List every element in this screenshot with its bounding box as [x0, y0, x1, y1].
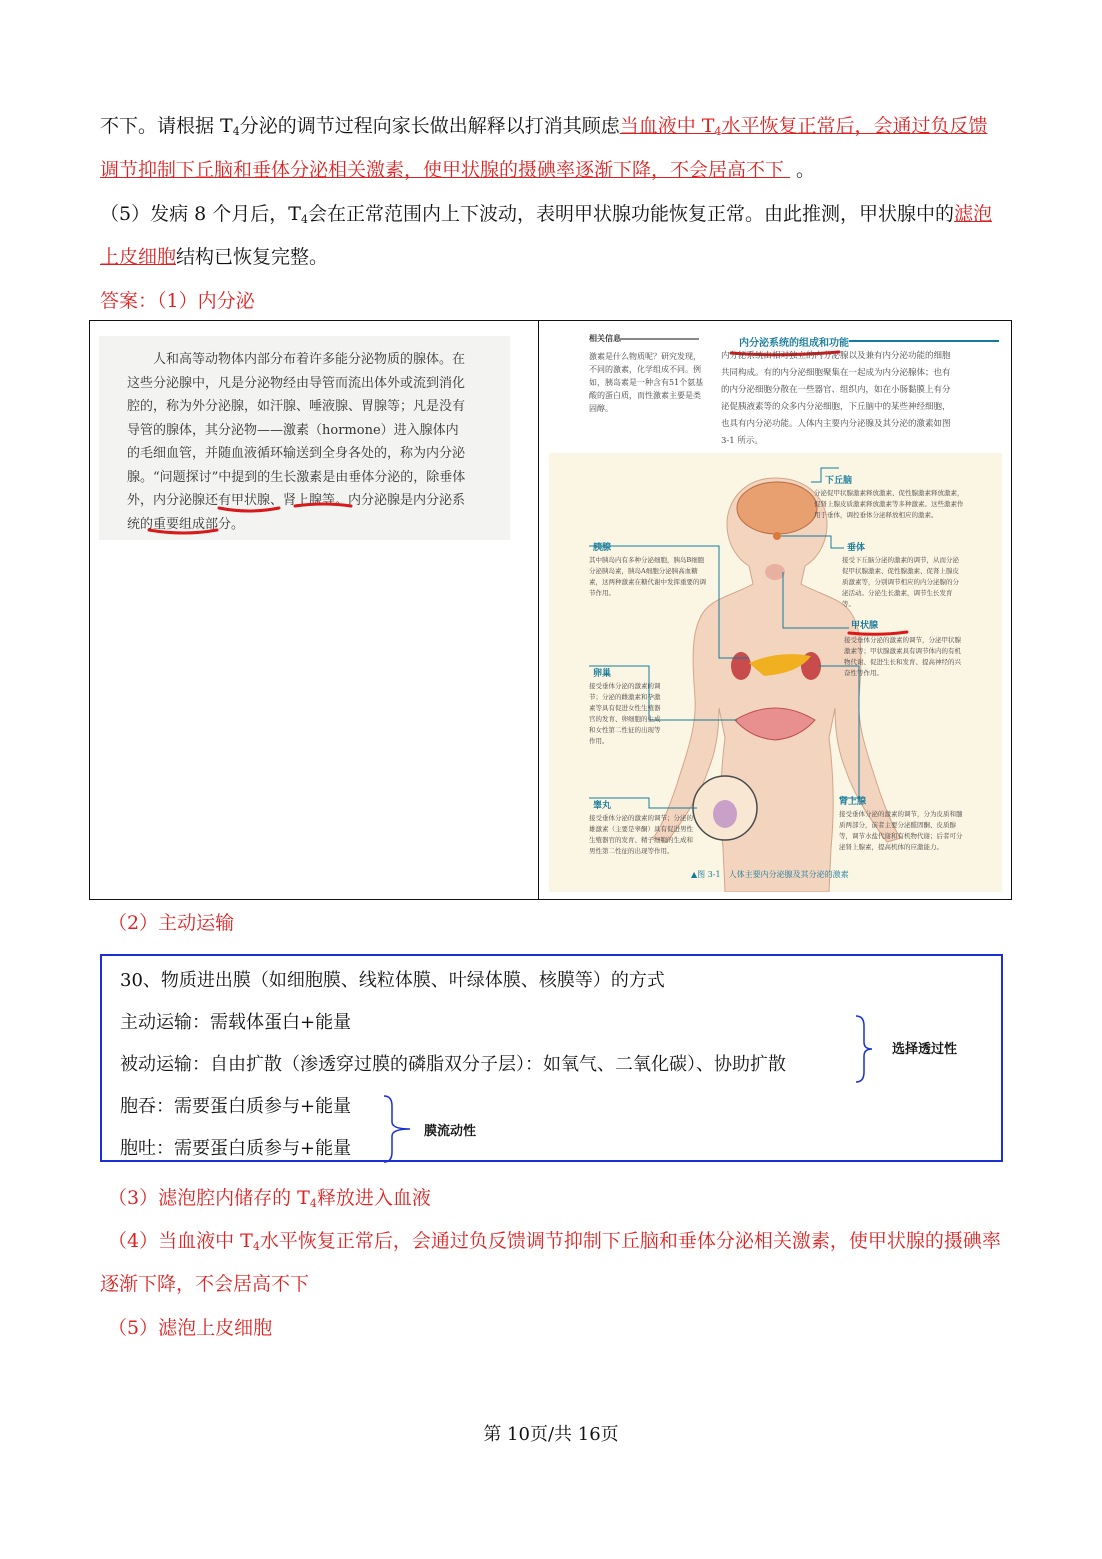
label-pituitary: 垂体 — [847, 543, 866, 553]
label-testis: 睾丸 — [593, 801, 612, 811]
excerpt-table — [89, 320, 1012, 900]
thyroid-shape — [765, 564, 785, 580]
table-divider — [538, 321, 539, 899]
tag-selective-permeability: 选择透过性 — [892, 1042, 958, 1057]
textbook-figure — [549, 328, 1002, 892]
para-line-4: 上皮细胞结构已恢复完整。 — [100, 246, 329, 268]
para-line-1: 不下。请根据 $T_4$分泌的调节过程向家长做出解释以打消其顾虑当血液中 $T_4$水平恢复正常后，会通过负反馈 — [100, 115, 988, 138]
excerpt-paragraph: 人和高等动物体内部分布着许多能分泌物质的腺体。在这些分泌腺中，凡是分泌物经由导管而流出体外或流到消化腔的，称为外分泌腺，如汗腺、唾液腺、胃腺等；凡是没有导管的腺体，其分泌物——激素（hormone）进入腺体内的毛细血管，并随血液循环输送到全身各处的，称为内分泌腺。“问题探讨”中提到的生长激素是由垂体分泌的，除垂体外，内分泌腺还有甲状腺、肾上腺等。内分泌腺是内分泌系统的重要组成部分。 — [127, 352, 466, 532]
label-thyroid: 甲状腺 — [851, 621, 879, 631]
body-illustration — [549, 328, 1002, 892]
kidney-left — [731, 652, 751, 680]
brain — [737, 482, 817, 534]
text-hypothalamus: 分泌促甲状腺激素释放激素、促性腺激素释放激素，促肾上腺皮质激素释放激素等多种激素。这些激素作用于垂体，调控垂体分泌释放相应的激素。 — [814, 489, 964, 519]
box-exocytosis: 胞吐：需要蛋白质参与+能量 — [120, 1138, 352, 1159]
brace-fluidity — [382, 1094, 412, 1164]
answer-underline: 当血液中 $T_4$水平恢复正常后，会通过负反馈 — [619, 115, 988, 138]
section-text: 内分泌系统由相对独立的内分泌腺以及兼有内分泌功能的细胞共同构成。有的内分泌细胞聚集在一起成为内分泌腺体；也有的内分泌细胞分散在一些器官、组织内，如在小肠黏膜上有分泌促胰液素等的众多内分泌细胞，下丘脑中的某些神经细胞，也具有内分泌功能。人体内主要内分泌腺及其分泌的激素如图 3-1 所示。 — [721, 351, 951, 446]
text-adrenal: 接受垂体分泌的激素的调节，分为皮质和髓质两部分，前者主要分泌醛固酮、皮质醇等，调节水盐代谢和有机物代谢；后者可分泌肾上腺素，提高机体的应激能力。 — [839, 810, 963, 851]
box-endocytosis: 胞吞：需要蛋白质参与+能量 — [120, 1096, 352, 1117]
answer-3: （3）滤泡腔内储存的 $T_4$释放进入血液 — [108, 1187, 431, 1210]
sidebar-text: 激素是什么物质呢？研究发现，不同的激素，化学组成不同。例如，胰岛素是一种含有51个氨基酸的蛋白质，而性激素主要是类固醇。 — [589, 352, 704, 413]
red-marks-left — [99, 336, 510, 540]
answer-2: （2）主动运输 — [108, 912, 235, 934]
label-adrenal: 肾上腺 — [839, 797, 867, 807]
knowledge-box-30 — [100, 954, 1003, 1162]
label-pancreas: 胰腺 — [593, 543, 612, 553]
section-title: 内分泌系统的组成和功能 — [739, 338, 849, 349]
para-line-2: 调节抑制下丘脑和垂体分泌相关激素，使甲状腺的摄碘率逐渐下降，不会居高不下 。 — [100, 159, 816, 181]
text-ovary: 接受垂体分泌的激素的调节；分泌的雌激素和孕激素等具有促进女性生殖器官的发育、卵细胞的生成和女性第二性征的出现等作用。 — [589, 682, 661, 745]
sidebar-title: 相关信息 — [589, 333, 621, 343]
textbook-excerpt-left — [99, 336, 510, 540]
page-footer: 第 10页/共 16页 — [483, 1424, 619, 1445]
box-passive-transport: 被动运输：自由扩散（渗透穿过膜的磷脂双分子层）：如氧气、二氧化碳）、协助扩散 — [120, 1054, 786, 1075]
answer-4-line-1: （4）当血液中 $T_4$水平恢复正常后，会通过负反馈调节抑制下丘脑和垂体分泌相关激素，使甲状腺的摄碘率 — [108, 1230, 1001, 1253]
brace-selective — [854, 1014, 874, 1084]
tag-membrane-fluidity: 膜流动性 — [424, 1124, 477, 1139]
box-title: 30、物质进出膜（如细胞膜、线粒体膜、叶绿体膜、核膜等）的方式 — [120, 970, 665, 991]
answer-5: （5）滤泡上皮细胞 — [108, 1317, 273, 1339]
para-line-3: （5）发病 8 个月后，$T_4$会在正常范围内上下波动，表明甲状腺功能恢复正常。由此推测，甲状腺中的滤泡 — [100, 203, 992, 226]
answer-label: 答案：（1）内分泌 — [100, 290, 255, 312]
text-testis: 接受垂体分泌的激素的调节；分泌的雄激素（主要是睾酮）具有促进男性生殖器官的发育、精子细胞的生成和男性第二性征的出现等作用。 — [589, 814, 693, 855]
text-pancreas: 其中胰岛内有多种分泌细胞，胰岛B细胞分泌胰岛素，胰岛A细胞分泌胰高血糖素，这两种激素在糖代谢中发挥重要的调节作用。 — [589, 556, 706, 597]
text-thyroid: 接受垂体分泌的激素的调节，分泌甲状腺激素等；甲状腺激素具有调节体内的有机物代谢、促进生长和发育、提高神经的兴奋性等作用。 — [844, 636, 961, 677]
pituitary-dot — [773, 532, 781, 540]
answer-4-line-2: 逐渐下降，不会居高不下 — [100, 1273, 310, 1295]
figure-caption: ▲图 3-1 人体主要内分泌腺及其分泌的激素 — [691, 870, 849, 879]
text-pituitary: 接受下丘脑分泌的激素的调节，从而分泌促甲状腺激素、促性腺激素、促肾上腺皮质激素等，分别调节相应的内分泌腺的分泌活动。分泌生长激素，调节生长发育等。 — [842, 556, 959, 608]
box-active-transport: 主动运输：需载体蛋白+能量 — [120, 1012, 352, 1033]
label-hypothalamus: 下丘脑 — [825, 476, 853, 486]
label-ovary: 卵巢 — [593, 669, 612, 679]
